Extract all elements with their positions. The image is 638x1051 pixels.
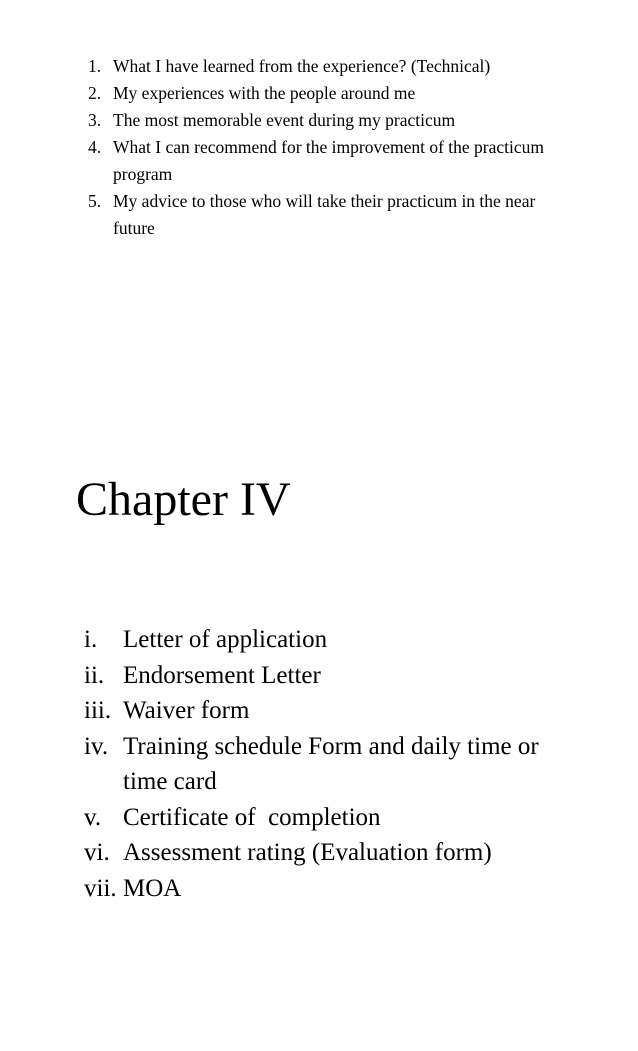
appendices-list: [84, 622, 584, 906]
list-item: [88, 53, 558, 80]
list-numeral: i.: [84, 626, 98, 653]
list-item: [84, 871, 584, 907]
list-numeral: vi.: [84, 839, 110, 866]
list-item-text: My advice to those who will take their practicum in the near future: [113, 191, 536, 238]
list-numeral: iv.: [84, 732, 109, 760]
list-number: 5.: [88, 191, 102, 211]
list-item-text: Training schedule Form and daily time or time card: [123, 732, 539, 795]
list-numeral: vii.: [84, 874, 117, 902]
list-item: [84, 800, 584, 836]
list-item-text: Certificate of completion: [123, 803, 381, 831]
list-item-text: What I have learned from the experience? (Technical): [113, 56, 491, 76]
list-numeral: ii.: [84, 661, 105, 689]
list-item-text: The most memorable event during my practicum: [113, 110, 456, 130]
list-item: [84, 693, 584, 729]
list-number: 1.: [88, 56, 102, 76]
chapter-heading: Chapter IV: [76, 473, 291, 526]
list-item: [84, 622, 584, 658]
list-item: [88, 107, 558, 134]
list-item-text: Endorsement Letter: [123, 661, 321, 689]
list-item: [88, 188, 558, 242]
list-numeral: iii.: [84, 697, 112, 724]
list-item-text: Letter of application: [123, 626, 328, 653]
list-item-text: Assessment rating (Evaluation form): [123, 839, 492, 866]
list-item: [88, 134, 558, 188]
list-item: [88, 80, 558, 107]
list-item-text: MOA: [123, 874, 182, 902]
list-item-text: What I can recommend for the improvement of the practicum program: [113, 137, 545, 184]
list-item: [84, 729, 584, 800]
list-numeral: v.: [84, 803, 102, 831]
list-number: 2.: [88, 83, 102, 103]
list-item-text: My experiences with the people around me: [113, 83, 416, 103]
list-item: [84, 658, 584, 694]
questions-list: [88, 53, 558, 242]
list-item: [84, 835, 584, 871]
list-number: 4.: [88, 137, 102, 157]
list-item-text: Waiver form: [123, 697, 250, 724]
list-number: 3.: [88, 110, 102, 130]
